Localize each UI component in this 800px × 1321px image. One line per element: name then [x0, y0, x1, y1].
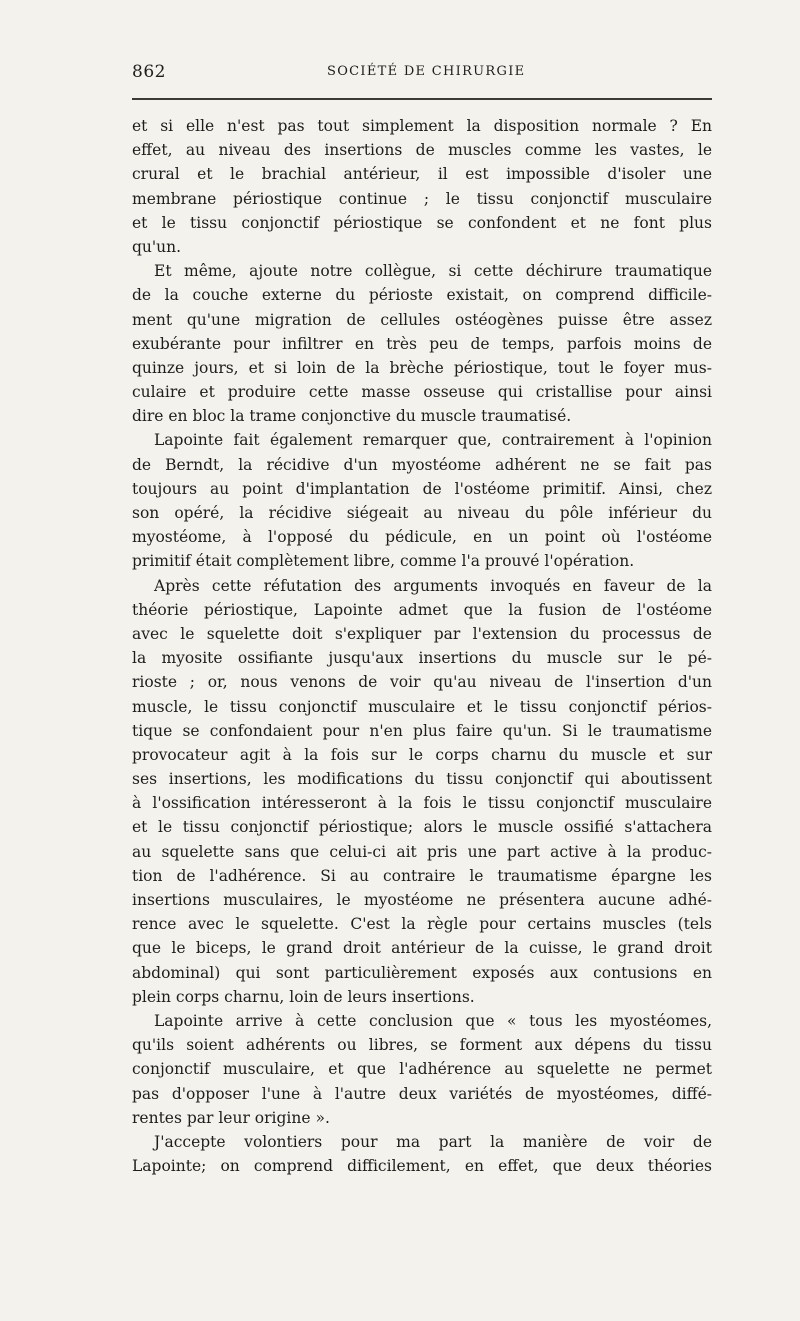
text-line: que le biceps, le grand droit antérieur de la cuisse, le grand droit	[132, 939, 712, 958]
text-line: de Berndt, la récidive d'un myostéome adhérent ne se fait pas	[132, 455, 712, 474]
text-line: plein corps charnu, loin de leurs insertions.	[132, 987, 475, 1006]
text-line: abdominal) qui sont particulièrement exposés aux contusions en	[132, 963, 712, 982]
text-line: crural et le brachial antérieur, il est impossible d'isoler une	[132, 165, 712, 184]
text-line: son opéré, la récidive siégeait au niveau du pôle inférieur du	[132, 504, 712, 522]
text-line: et si elle n'est pas tout simplement la disposition normale ? En	[132, 117, 712, 135]
paragraph-start: Lapointe arrive à cette conclusion que « tous les myostéomes,	[154, 1011, 712, 1030]
running-header	[132, 62, 712, 84]
text-line: la myosite ossifiante jusqu'aux insertions du muscle sur le pé-	[132, 649, 712, 668]
text-line: exubérante pour infiltrer en très peu de temps, parfois moins de	[132, 334, 712, 353]
text-line: de la couche externe du périoste existait, on comprend difficile-	[132, 286, 712, 305]
text-line: effet, au niveau des insertions de muscles comme les vastes, le	[132, 141, 712, 160]
text-line: muscle, le tissu conjonctif musculaire et le tissu conjonctif périos-	[132, 697, 712, 716]
body-text	[132, 114, 712, 1178]
text-line: théorie périostique, Lapointe admet que la fusion de l'ostéome	[132, 600, 712, 619]
text-line: insertions musculaires, le myostéome ne présentera aucune adhé-	[132, 891, 712, 909]
text-line: tique se confondaient pour n'en plus faire qu'un. Si le traumatisme	[132, 721, 712, 740]
paragraph-start: Lapointe fait également remarquer que, contrairement à l'opinion	[154, 431, 712, 450]
text-line: rioste ; or, nous venons de voir qu'au niveau de l'insertion d'un	[132, 673, 712, 692]
text-line: rentes par leur origine ».	[132, 1108, 330, 1127]
text-line: pas d'opposer l'une à l'autre deux variétés de myostéomes, diffé-	[132, 1084, 712, 1103]
text-line: tion de l'adhérence. Si au contraire le traumatisme épargne les	[132, 866, 712, 885]
page-number: 862	[132, 62, 166, 82]
text-line: ment qu'une migration de cellules ostéogènes puisse être assez	[132, 310, 712, 329]
text-line: au squelette sans que celui-ci ait pris une part active à la produc-	[132, 842, 712, 861]
text-line: Lapointe; on comprend difficilement, en effet, que deux théories	[132, 1157, 712, 1176]
text-line: qu'un.	[132, 237, 182, 256]
text-line: myostéome, à l'opposé du pédicule, en un point où l'ostéome	[132, 528, 712, 547]
text-line: conjonctif musculaire, et que l'adhérence au squelette ne permet	[132, 1060, 712, 1079]
paragraph-start: Et même, ajoute notre collègue, si cette déchirure traumatique	[154, 262, 712, 281]
text-line: quinze jours, et si loin de la brèche périostique, tout le foyer mus-	[132, 358, 712, 377]
paragraph-start: Après cette réfutation des arguments invoqués en faveur de la	[154, 576, 712, 595]
text-line: avec le squelette doit s'expliquer par l'extension du processus de	[132, 624, 712, 643]
text-line: qu'ils soient adhérents ou libres, se forment aux dépens du tissu	[132, 1036, 712, 1055]
text-line: et le tissu conjonctif périostique; alors le muscle ossifié s'attachera	[132, 818, 712, 837]
header-rule	[132, 98, 712, 100]
text-line: membrane périostique continue ; le tissu conjonctif musculaire	[132, 189, 712, 208]
text-line: à l'ossification intéresseront à la fois le tissu conjonctif musculaire	[132, 794, 712, 813]
text-line: toujours au point d'implantation de l'ostéome primitif. Ainsi, chez	[132, 479, 712, 498]
text-line: et le tissu conjonctif périostique se confondent et ne font plus	[132, 213, 712, 232]
text-line: primitif était complètement libre, comme l'a prouvé l'opération.	[132, 552, 635, 571]
text-line: dire en bloc la trame conjonctive du muscle traumatisé.	[132, 407, 572, 426]
journal-title: SOCIÉTÉ DE CHIRURGIE	[327, 64, 526, 79]
text-line: ses insertions, les modifications du tissu conjonctif qui aboutissent	[132, 770, 712, 789]
paragraph-start: J'accepte volontiers pour ma part la manière de voir de	[154, 1132, 712, 1151]
text-line: provocateur agit à la fois sur le corps charnu du muscle et sur	[132, 745, 712, 764]
text-line: culaire et produire cette masse osseuse qui cristallise pour ainsi	[132, 383, 712, 402]
text-line: rence avec le squelette. C'est la règle pour certains muscles (tels	[132, 915, 712, 934]
